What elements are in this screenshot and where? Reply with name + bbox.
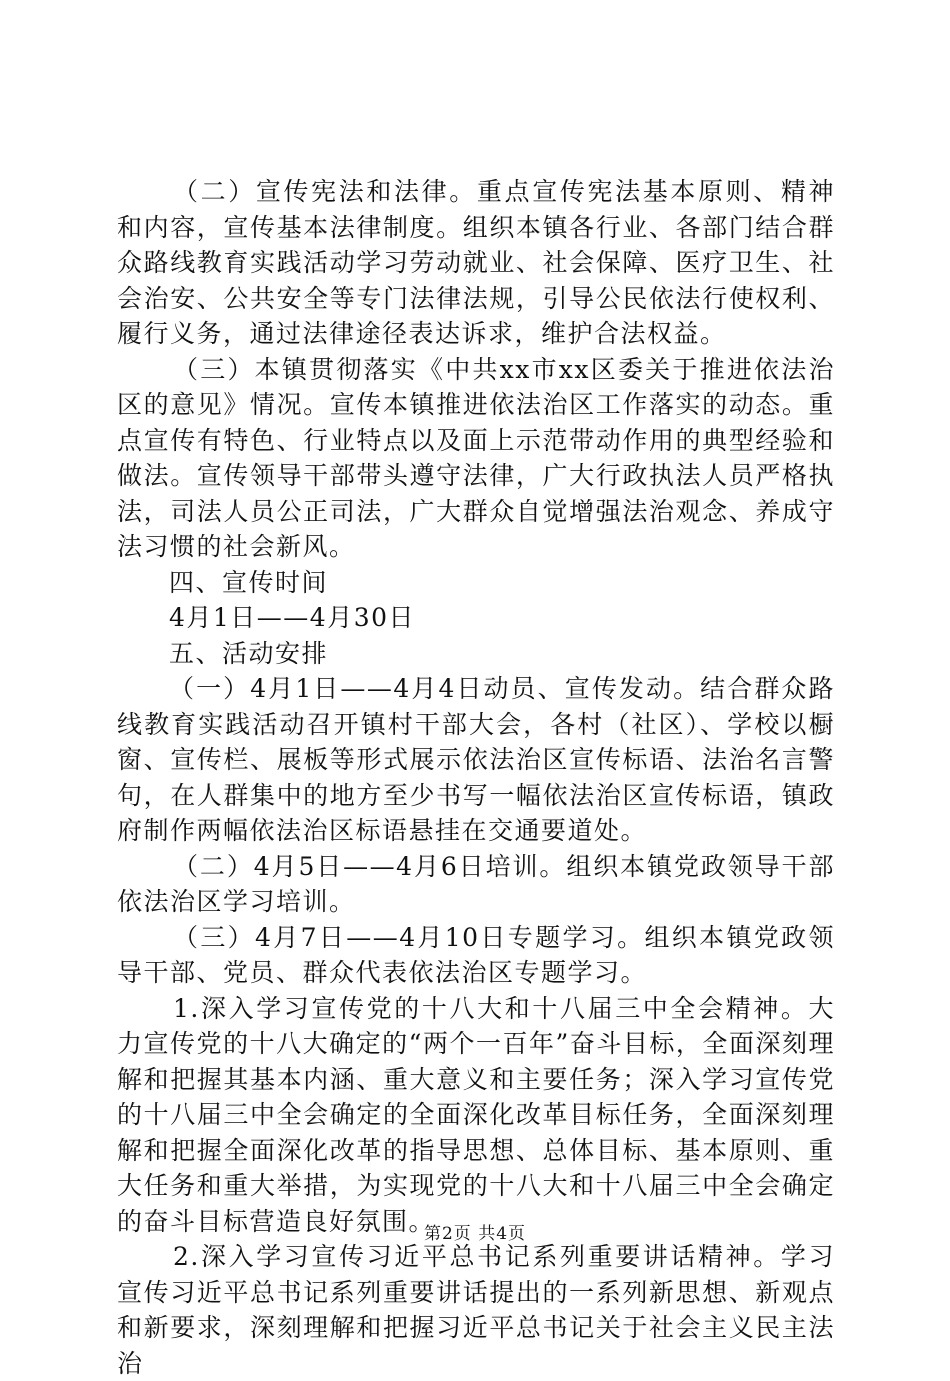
heading-activity-arrangement: 五、活动安排 <box>169 638 329 668</box>
heading-publicity-time: 四、宣传时间 <box>169 567 329 597</box>
paragraph-special-study: （三）4月7日——4月10日专题学习。组织本镇党政领导干部、党员、群众代表依法治区专题学习。 <box>117 922 835 987</box>
paragraph-mobilization: （一）4月1日——4月4日动员、宣传发动。结合群众路线教育实践活动召开镇村干部大会，各村（社区）、学校以橱窗、宣传栏、展板等形式展示依法治区宣传标语、法治名言警句，在人群集中的地方至少书写一幅依法治区宣传标语，镇政府制作两幅依法治区标语悬挂在交通要道处。 <box>117 674 835 845</box>
paragraph-publicize-constitution: （二）宣传宪法和法律。重点宣传宪法基本原则、精神和内容，宣传基本法律制度。组织本镇各行业、各部门结合群众路线教育实践活动学习劳动就业、社会保障、医疗卫生、社会治安、公共安全等专门法律法规，引导公民依法行使权利、履行义务，通过法律途径表达诉求，维护合法权益。 <box>117 177 835 348</box>
page-footer: 第2页 共4页 <box>423 1224 527 1244</box>
paragraph-training: （二）4月5日——4月6日培训。组织本镇党政领导干部依法治区学习培训。 <box>117 851 835 916</box>
paragraph-study-item-1: 1.深入学习宣传党的十八大和十八届三中全会精神。大力宣传党的十八大确定的“两个一百年”奋斗目标，全面深刻理解和把握其基本内涵、重大意义和主要任务；深入学习宣传党的十八届三中全会确定的全面深化改革目标任务，全面深刻理解和把握全面深化改革的指导思想、总体目标、基本原则、重大任务和重大举措，为实现党的十八大和十八届三中全会确定的奋斗目标营造良好氛围。 <box>117 993 835 1236</box>
document-body <box>117 174 835 1381</box>
publicity-date-range: 4月1日——4月30日 <box>169 603 416 632</box>
paragraph-study-item-2: 2.深入学习宣传习近平总书记系列重要讲话精神。学习宣传习近平总书记系列重要讲话提出的一系列新思想、新观点和新要求，深刻理解和把握习近平总书记关于社会主义民主法治 <box>117 1242 835 1378</box>
paragraph-implement-opinions: （三）本镇贯彻落实《中共xx市xx区委关于推进依法治区的意见》情况。宣传本镇推进依法治区工作落实的动态。重点宣传有特色、行业特点以及面上示范带动作用的典型经验和做法。宣传领导干部带头遵守法律，广大行政执法人员严格执法，司法人员公正司法，广大群众自觉增强法治观念、养成守法习惯的社会新风。 <box>117 354 835 561</box>
